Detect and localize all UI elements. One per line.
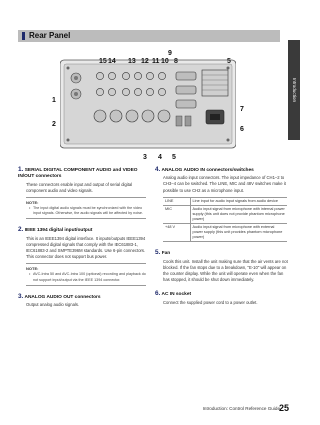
item-number: 6. xyxy=(155,290,161,298)
side-tab-label: Introduction xyxy=(292,77,297,102)
dsub-connector xyxy=(176,100,196,108)
note-item: • AVC-Intra 50 and AVC-Intra 100 (optional) recording and playback do not support input/output via the IEEE 1394 connector. xyxy=(29,272,146,283)
table-row xyxy=(163,205,287,223)
item-title-text: IEEE 1394 digital input/output xyxy=(24,228,93,234)
switch-description: Line input for audio input signals from audio device xyxy=(190,197,287,205)
note-divider xyxy=(26,218,146,219)
note-heading: NOTE: xyxy=(26,197,146,205)
item-number: 2. xyxy=(18,226,24,234)
switch xyxy=(185,116,191,126)
dsub-connector xyxy=(176,72,196,80)
switch-description: Audio input signal from microphone with internal power supply (this unit does not provide phantom microphone power) xyxy=(190,205,287,223)
switch-name: MIC xyxy=(163,205,190,223)
item-description: This is an IEEE1394 digital interface. It inputs/outputs IEEE1394 compressed digital signals that comply with the IEC61883-1, IEC61883-2 and SMPTE396M standards. Use 6-pin connectors. This connector does not support bus power. xyxy=(26,235,146,260)
item-title-text: ANALOG AUDIO IN connectors/switches xyxy=(161,168,254,173)
item-title xyxy=(18,226,146,234)
callout-6: 6 xyxy=(240,126,244,133)
item-title-text: AC IN socket xyxy=(161,292,192,298)
item-description: Analog audio input connectors. The input impedance of CH1–2 to CH3–4 can be switched. The LINE, MIC and 48V switches make it possible to use CH2 as a microphone input. xyxy=(163,175,286,193)
note-list xyxy=(29,206,146,217)
item-description: Connect the supplied power cord to a power outlet. xyxy=(163,299,258,305)
item-5 xyxy=(155,249,289,283)
callout-5: 5 xyxy=(172,154,176,161)
callout-1: 1 xyxy=(52,97,56,104)
item-6 xyxy=(155,290,289,305)
item-title xyxy=(155,249,289,257)
callout-2: 2 xyxy=(52,121,56,128)
item-description: Cools this unit. Install the unit making sure that the air vents are not blocked. If the fan stops due to a breakdown, "E-10" will appear on the counter display. While the unit will operate even when the fan has stopped, it should be shut down immediately. xyxy=(163,258,288,283)
switch-description: Audio input signal from microphone with external power supply (this unit provides phantom microphone power) xyxy=(190,224,287,242)
section-title: Rear Panel xyxy=(29,31,71,40)
item-number: 5. xyxy=(155,249,161,257)
item-title xyxy=(18,293,146,301)
item-title xyxy=(155,290,289,298)
callout-9: 9 xyxy=(168,50,172,57)
fan-grill xyxy=(202,70,228,96)
callout-5-top: 5 xyxy=(227,58,231,65)
header-accent-bar xyxy=(22,32,25,40)
item-1 xyxy=(18,166,146,219)
left-column xyxy=(18,166,146,315)
callout-12: 12 xyxy=(141,58,149,65)
right-column xyxy=(155,166,289,313)
item-title-text: Fan xyxy=(161,251,171,257)
item-4 xyxy=(155,166,289,242)
note-item: • The input digital audio signals must be synchronized with the video input signals. Otherwise, the audio signals will be affected by noise. xyxy=(29,206,146,217)
switch-table xyxy=(163,197,287,243)
dsub-connector xyxy=(176,86,196,94)
section-side-tab xyxy=(288,40,300,140)
item-3 xyxy=(18,293,146,308)
callout-10: 10 xyxy=(161,58,169,65)
callout-14: 14 xyxy=(108,58,116,65)
callout-15: 15 xyxy=(99,58,107,65)
item-number: 3. xyxy=(18,292,24,300)
item-description: Output analog audio signals. xyxy=(26,302,80,308)
table-row xyxy=(163,224,287,242)
rear-panel-figure xyxy=(60,58,236,150)
switch-name: LINE xyxy=(163,197,190,205)
callout-7: 7 xyxy=(240,106,244,113)
item-number: 1. xyxy=(18,166,24,173)
item-description: These connectors enable input and output of serial digital component audio and video signals. xyxy=(26,181,133,193)
note-heading: NOTE: xyxy=(26,263,146,271)
section-header xyxy=(18,30,280,42)
item-number: 4. xyxy=(155,166,161,173)
callout-11: 11 xyxy=(152,58,160,65)
callout-4: 4 xyxy=(158,154,162,161)
note-list xyxy=(29,272,146,283)
callout-8: 8 xyxy=(174,58,178,65)
note-divider xyxy=(26,285,146,286)
item-title-text: ANALOG AUDIO OUT connectors xyxy=(24,294,101,300)
item-title xyxy=(155,166,289,174)
table-row xyxy=(163,197,287,205)
page-footer: Introduction: Control Reference Guide xyxy=(202,406,280,411)
switch xyxy=(176,116,182,126)
page-number: 25 xyxy=(279,403,290,413)
item-2 xyxy=(18,226,146,285)
item-title-text: SERIAL DIGITAL COMPONENT AUDIO and VIDEO IN/OUT connectors xyxy=(18,168,138,180)
rear-panel-illustration xyxy=(60,58,236,150)
callout-13: 13 xyxy=(128,58,136,65)
callout-3: 3 xyxy=(143,154,147,161)
item-title xyxy=(18,166,146,181)
switch-name: +48 V xyxy=(163,224,190,242)
